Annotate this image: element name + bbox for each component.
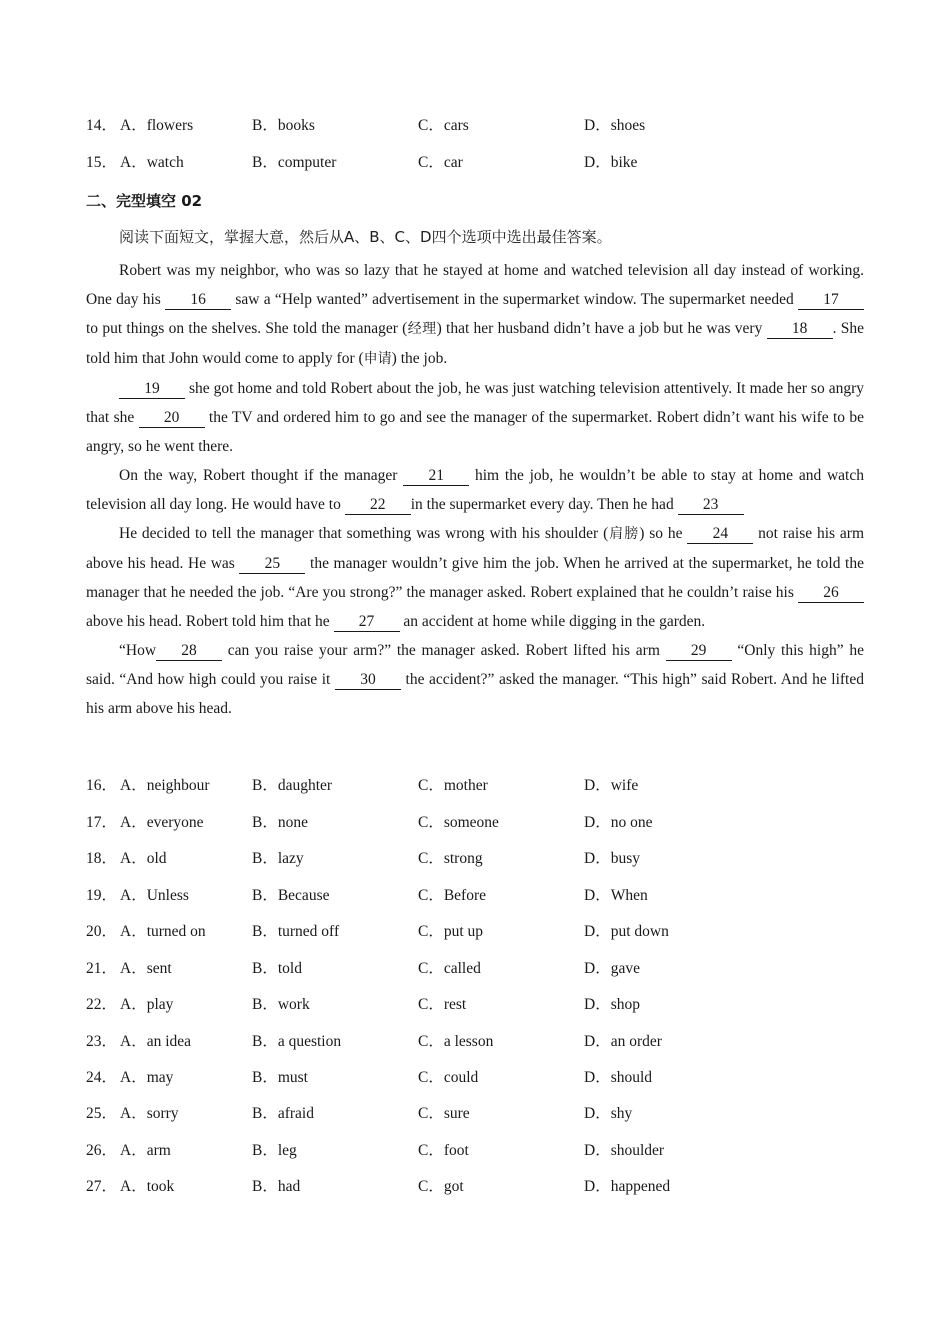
option-c[interactable]: C．put up [418, 923, 484, 940]
option-b[interactable]: B．had [252, 1178, 301, 1195]
passage-text: not raise his arm above his head. He was [86, 525, 864, 572]
question-27 [86, 1176, 864, 1198]
blank-16[interactable]: 16 [165, 291, 231, 310]
option-c[interactable]: C．foot [418, 1142, 469, 1159]
option-b[interactable]: B．books [252, 117, 315, 134]
option-c[interactable]: C．cars [418, 117, 469, 134]
option-b[interactable]: B．none [252, 814, 308, 831]
blank-22[interactable]: 22 [345, 496, 411, 515]
passage-text: can you raise your arm?” the manager asked. Robert lifted his arm [222, 642, 666, 659]
blank-23[interactable]: 23 [678, 496, 744, 515]
option-c[interactable]: C．a lesson [418, 1033, 494, 1050]
option-c[interactable]: C．someone [418, 814, 499, 831]
passage-paragraph-3 [86, 461, 864, 519]
option-a[interactable]: A．an idea [120, 1033, 192, 1050]
blank-29[interactable]: 29 [666, 642, 732, 661]
chinese-gloss: 经理 [407, 321, 437, 337]
option-a[interactable]: A．watch [120, 154, 184, 171]
option-d[interactable]: D．shoulder [584, 1142, 665, 1159]
question-number: 18． [86, 850, 118, 867]
blank-20[interactable]: 20 [139, 409, 205, 428]
blank-18[interactable]: 18 [767, 320, 833, 339]
question-number: 20． [86, 923, 118, 940]
option-b[interactable]: B．leg [252, 1142, 297, 1159]
option-a[interactable]: A．neighbour [120, 777, 210, 794]
question-19 [86, 885, 864, 907]
option-b[interactable]: B．must [252, 1069, 308, 1086]
blank-21[interactable]: 21 [403, 467, 469, 486]
passage-text: . She told him that John would come to apply for ( [86, 320, 865, 367]
question-number: 25． [86, 1105, 118, 1122]
option-b[interactable]: B．lazy [252, 850, 304, 867]
passage-paragraph-4 [86, 519, 864, 636]
option-a[interactable]: A．flowers [120, 117, 194, 134]
passage-text: ) that her husband didn’t have a job but he was very [436, 320, 767, 337]
option-a[interactable]: A．old [120, 850, 167, 867]
passage-text: above his head. Robert told him that he [86, 613, 334, 630]
option-c[interactable]: C．rest [418, 996, 467, 1013]
passage-text: Robert was my neighbor, who was so lazy that he stayed at home and watched television all day instead of working. One day his [86, 262, 864, 308]
passage-paragraph-5 [86, 636, 864, 723]
blank-24[interactable]: 24 [687, 525, 753, 544]
blank-26[interactable]: 26 [798, 584, 864, 603]
passage-text: the manager wouldn’t give him the job. When he arrived at the supermarket, he told the manager that he needed the job. “Are you strong?” the manager asked. Robert explained that he couldn’t raise his [86, 555, 864, 601]
option-b[interactable]: B．Because [252, 887, 330, 904]
chinese-gloss: 申请 [363, 351, 392, 367]
option-d[interactable]: D．shoes [584, 117, 646, 134]
passage-text: “How [119, 642, 157, 659]
passage-text: the TV and ordered him to go and see the manager of the supermarket. Robert didn’t want his wife to be angry, so he went there. [86, 409, 864, 455]
question-number: 24． [86, 1069, 118, 1086]
option-a[interactable]: A．may [120, 1069, 174, 1086]
passage-paragraph-2 [86, 374, 864, 461]
instruction-text: 阅读下面短文，掌握大意，然后从A、B、C、D四个选项中选出最佳答案。 [119, 228, 612, 246]
blank-27[interactable]: 27 [334, 613, 400, 632]
option-d[interactable]: D．shop [584, 996, 640, 1013]
passage-text: He decided to tell the manager that something was wrong with his shoulder ( [119, 525, 609, 542]
option-d[interactable]: D．shy [584, 1105, 633, 1122]
passage-text: in the supermarket every day. Then he had [410, 496, 678, 513]
option-a[interactable]: A．turned on [120, 923, 206, 940]
option-a[interactable]: A．Unless [120, 887, 189, 904]
passage-text: him the job, he wouldn’t be able to stay at home and watch television all day long. He would have to [86, 467, 864, 513]
option-d[interactable]: D．should [584, 1069, 653, 1086]
option-c[interactable]: C．car [418, 154, 463, 171]
question-number: 16． [86, 777, 118, 794]
option-b[interactable]: B．work [252, 996, 310, 1013]
option-b[interactable]: B．daughter [252, 777, 333, 794]
question-number: 21． [86, 960, 118, 977]
question-16 [86, 775, 864, 797]
option-b[interactable]: B．a question [252, 1033, 342, 1050]
option-d[interactable]: D．no one [584, 814, 653, 831]
passage-text: ) so he [639, 525, 688, 542]
chinese-gloss: 肩膀 [608, 526, 640, 542]
question-number: 19． [86, 887, 118, 904]
question-number: 26． [86, 1142, 118, 1159]
option-a[interactable]: A．play [120, 996, 174, 1013]
option-b[interactable]: B．computer [252, 154, 337, 171]
passage-text: ) the job. [391, 350, 448, 367]
option-c[interactable]: C．called [418, 960, 481, 977]
passage-text: “Only this high” he said. “And how high could you raise it [86, 642, 864, 688]
passage-text: to put things on the shelves. She told the manager ( [86, 320, 408, 337]
blank-25[interactable]: 25 [239, 555, 305, 574]
question-number: 23． [86, 1033, 118, 1050]
option-d[interactable]: D．busy [584, 850, 640, 867]
question-22 [86, 994, 864, 1016]
question-15 [86, 152, 864, 174]
option-a[interactable]: A．sorry [120, 1105, 179, 1122]
question-18 [86, 848, 864, 870]
question-24 [86, 1067, 864, 1089]
option-d[interactable]: D．an order [584, 1033, 662, 1050]
option-a[interactable]: A．everyone [120, 814, 204, 831]
blank-28[interactable]: 28 [156, 642, 222, 661]
question-23 [86, 1031, 864, 1053]
section-title: 二、完型填空 02 [86, 192, 203, 210]
option-d[interactable]: D．When [584, 887, 648, 904]
option-d[interactable]: D．wife [584, 777, 639, 794]
option-a[interactable]: A．sent [120, 960, 172, 977]
passage-text: saw a “Help wanted” advertisement in the supermarket window. The supermarket needed [231, 291, 799, 308]
cloze-passage [86, 256, 864, 723]
question-14 [86, 115, 864, 137]
option-d[interactable]: D．put down [584, 923, 669, 940]
question-number: 22． [86, 996, 118, 1013]
passage-text: an accident at home while digging in the garden. [399, 613, 706, 630]
question-number: 15． [86, 154, 118, 171]
option-c[interactable]: C．got [418, 1178, 464, 1195]
option-c[interactable]: C．mother [418, 777, 488, 794]
option-b[interactable]: B．turned off [252, 923, 340, 940]
passage-text: On the way, Robert thought if the manager [119, 467, 404, 484]
question-21 [86, 958, 864, 980]
option-a[interactable]: A．arm [120, 1142, 171, 1159]
blank-17[interactable]: 17 [798, 291, 864, 310]
option-d[interactable]: D．happened [584, 1178, 671, 1195]
option-b[interactable]: B．told [252, 960, 302, 977]
question-20 [86, 921, 864, 943]
option-c[interactable]: C．sure [418, 1105, 470, 1122]
question-25 [86, 1103, 864, 1125]
option-b[interactable]: B．afraid [252, 1105, 314, 1122]
question-number: 27． [86, 1178, 118, 1195]
passage-text: she got home and told Robert about the job, he was just watching television attentively. It made her so angry that she [86, 380, 864, 426]
question-number: 14． [86, 117, 118, 134]
blank-19[interactable]: 19 [119, 380, 185, 399]
question-17 [86, 812, 864, 834]
option-d[interactable]: D．bike [584, 154, 638, 171]
option-d[interactable]: D．gave [584, 960, 640, 977]
passage-paragraph-1 [86, 256, 864, 374]
option-c[interactable]: C．strong [418, 850, 483, 867]
question-number: 17． [86, 814, 118, 831]
question-26 [86, 1140, 864, 1162]
blank-30[interactable]: 30 [335, 671, 401, 690]
option-a[interactable]: A．took [120, 1178, 175, 1195]
option-c[interactable]: C．Before [418, 887, 487, 904]
passage-text: the accident?” asked the manager. “This high” said Robert. And he lifted his arm above his head. [86, 671, 864, 717]
option-c[interactable]: C．could [418, 1069, 479, 1086]
